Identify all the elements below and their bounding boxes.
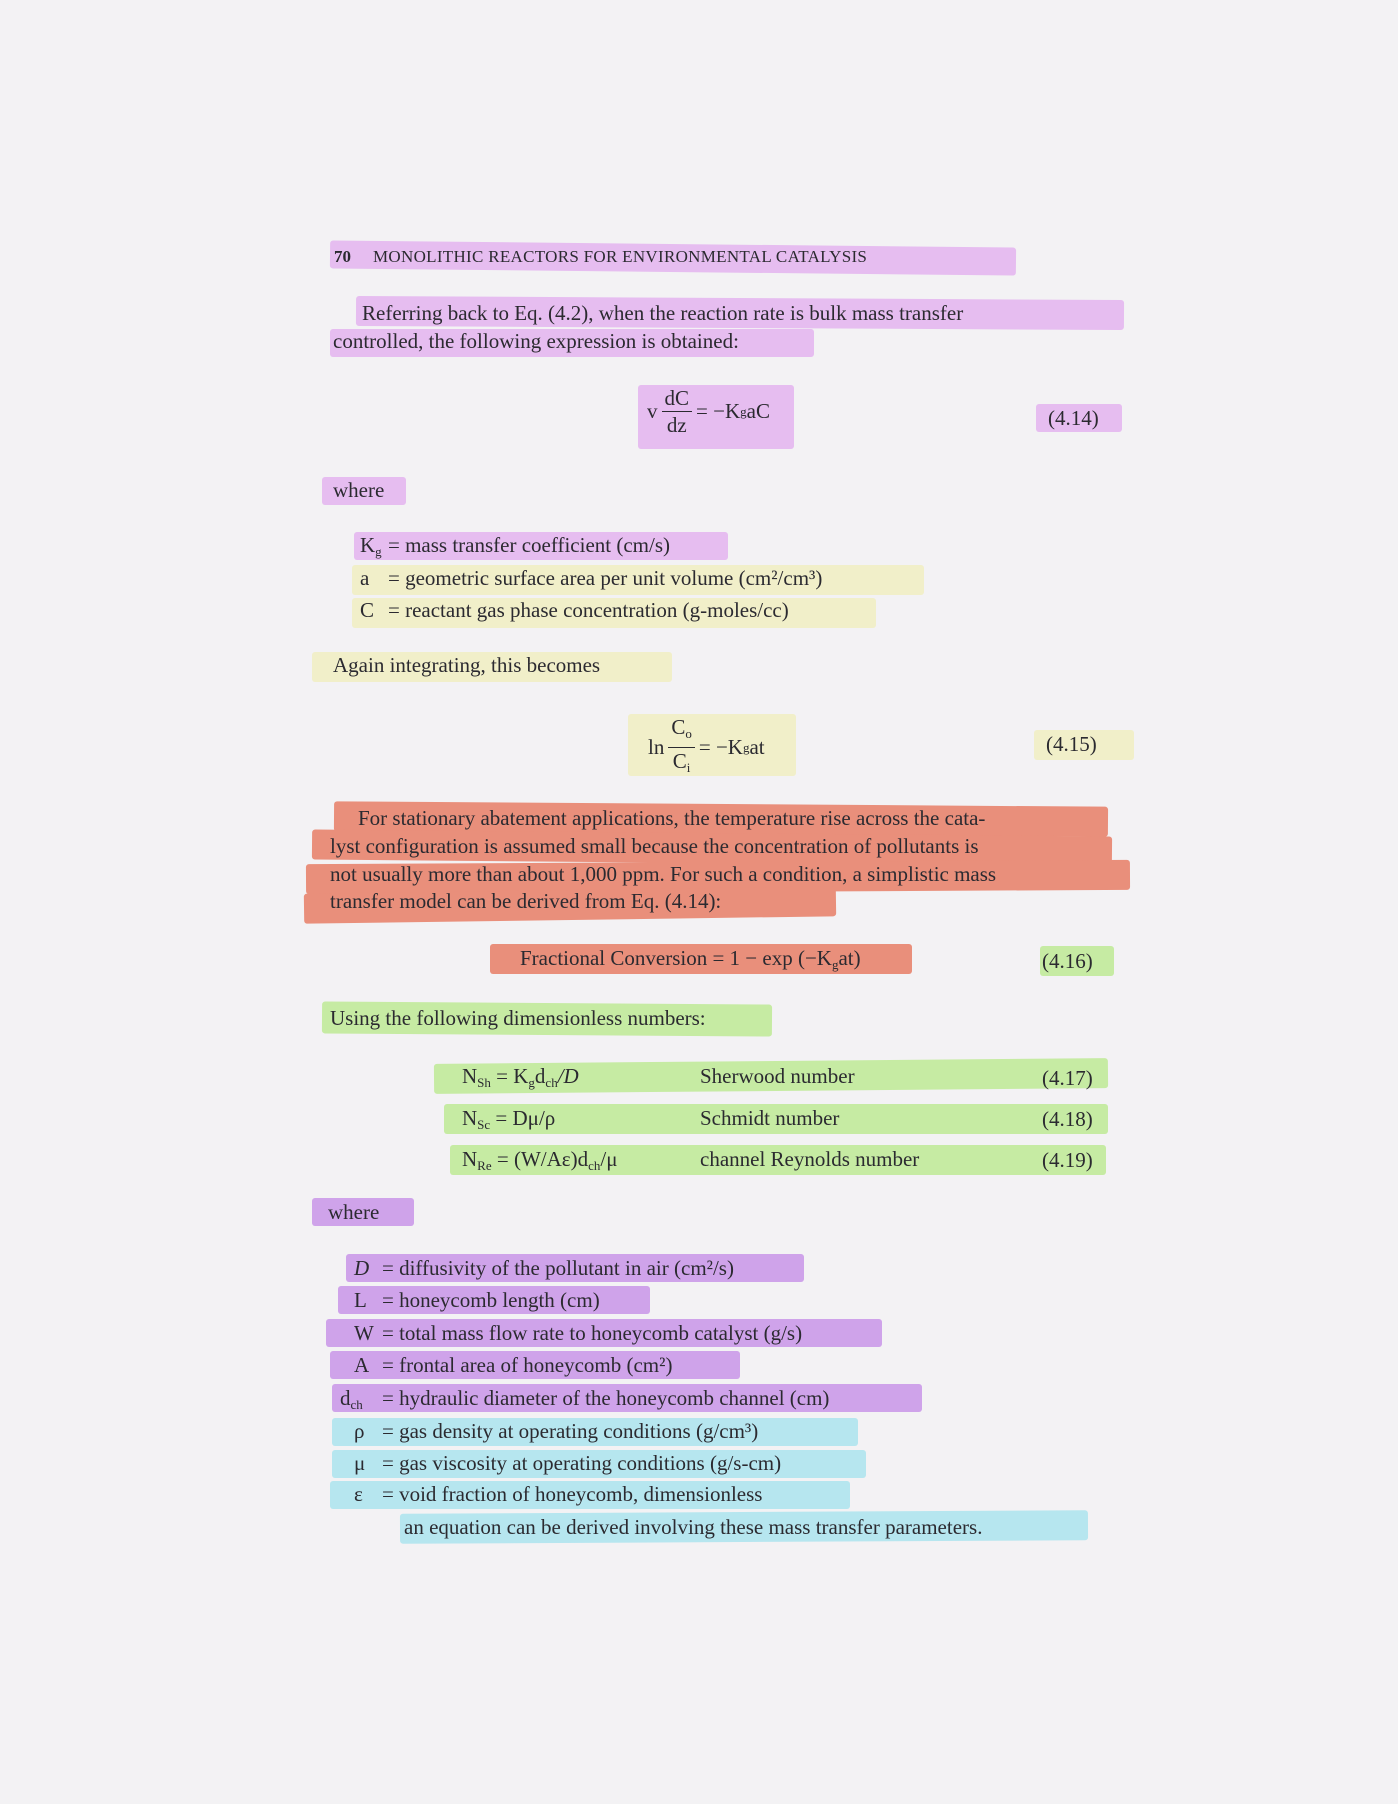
equation-number-4-16: (4.16)	[1042, 949, 1093, 973]
para1-line1: Referring back to Eq. (4.2), when the reaction rate is bulk mass transfer	[362, 301, 964, 325]
para2-line1: For stationary abatement applications, the temperature rise across the cata-	[358, 806, 986, 830]
equation-4-14: v $\frac{dC}{dz}$ = −K g aC	[647, 386, 770, 437]
where-label-1: where	[333, 478, 385, 502]
para1-line2: controlled, the following expression is obtained:	[333, 329, 739, 353]
where-label-2: where	[328, 1200, 380, 1224]
equation-number-4-17: (4.17)	[1042, 1066, 1093, 1090]
definition-a-frontal: A = frontal area of honeycomb (cm²)	[354, 1353, 673, 1377]
equation-number-4-19: (4.19)	[1042, 1148, 1093, 1172]
definition-w: W = total mass flow rate to honeycomb catalyst (g/s)	[354, 1321, 803, 1345]
dimensionless-name-2: channel Reynolds number	[700, 1147, 920, 1171]
again-integrating-text: Again integrating, this becomes	[333, 653, 601, 677]
dimensionless-sherwood: $N_{Sh} = K_gd_{ch}/D$	[462, 1064, 579, 1090]
equation-number-4-18: (4.18)	[1042, 1107, 1093, 1131]
fraction-co-ci: $\frac{C_o}{C_i}$	[668, 714, 695, 781]
para2-line2: lyst configuration is assumed small because the concentration of pollutants is	[330, 834, 979, 858]
fraction-dc-dz: $\frac{dC}{dz}$	[662, 385, 693, 438]
closing-sentence: an equation can be derived involving these mass transfer parameters.	[404, 1515, 983, 1539]
equation-number-4-15: (4.15)	[1046, 732, 1097, 756]
using-text: Using the following dimensionless numbers:	[330, 1006, 706, 1030]
running-title: MONOLITHIC REACTORS FOR ENVIRONMENTAL CATALYSIS	[373, 247, 868, 266]
equation-4-15: ln $\frac{C_o}{C_i}$ = −K g at	[648, 714, 765, 781]
definition-d: D = diffusivity of the pollutant in air (cm²/s)	[354, 1256, 734, 1280]
page-number: 70	[334, 247, 351, 266]
para2-line4: transfer model can be derived from Eq. (4.14):	[330, 889, 722, 913]
equation-number-4-14: (4.14)	[1048, 406, 1099, 430]
definition-c: C = reactant gas phase concentration (g-moles/cc)	[360, 598, 789, 622]
definition-dch: $d_{ch}$ = hydraulic diameter of the honeycomb channel (cm)	[340, 1386, 830, 1412]
dimensionless-reynolds: $N_{Re} = (W/A\varepsilon)d_{ch}/\mu$	[462, 1147, 618, 1173]
page-header	[334, 243, 867, 271]
dimensionless-schmidt: $N_{Sc} = D\mu/\rho$	[462, 1106, 556, 1132]
equation-4-16: Fractional Conversion = $1 - \exp (-K_gat)$	[520, 946, 861, 972]
para2-line3: not usually more than about 1,000 ppm. For such a condition, a simplistic mass	[330, 862, 997, 886]
definition-epsilon: ε = void fraction of honeycomb, dimensionless	[354, 1482, 763, 1506]
dimensionless-name-1: Schmidt number	[700, 1106, 840, 1130]
definition-a: a = geometric surface area per unit volume (cm²/cm³)	[360, 566, 823, 590]
definition-l: L = honeycomb length (cm)	[354, 1288, 600, 1312]
definition-mu: μ = gas viscosity at operating conditions (g/s-cm)	[354, 1451, 782, 1475]
definition-rho: ρ = gas density at operating conditions (g/cm³)	[354, 1419, 759, 1443]
dimensionless-name-0: Sherwood number	[700, 1064, 855, 1088]
definition-kg: $K_g$ = mass transfer coefficient (cm/s)	[360, 533, 671, 559]
